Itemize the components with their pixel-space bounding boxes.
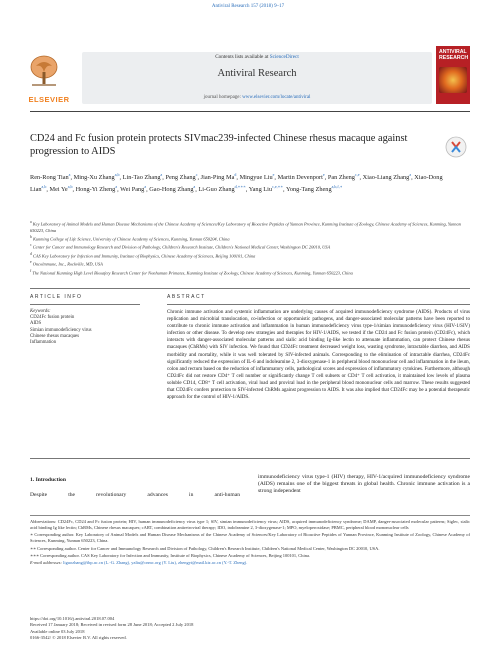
abstract-bottom-rule: [30, 458, 470, 459]
affiliation-marker: d: [30, 251, 32, 256]
email-addresses[interactable]: liguozhang@ibp.ac.cn (L.-G. Zhang), yaliu@cnmc.org (Y. Liu), zhengyt@mail.kiz.ac.cn (Y.-T. Zheng).: [63, 560, 248, 566]
keyword: CD24Fc fusion protein: [30, 315, 75, 321]
elsevier-logo: [28, 54, 70, 104]
article-info-header: ARTICLE INFO: [30, 294, 83, 300]
author-affiliation-marker[interactable]: a,b: [67, 184, 73, 190]
author-affiliation-marker[interactable]: e: [272, 172, 275, 177]
author-name: Hong-Yi Zheng: [75, 186, 116, 194]
author-affiliation-marker[interactable]: a,b: [114, 172, 120, 177]
affiliation-text: Kunming College of Life Science, University of Chinese Academy of Sciences, Kunming, Yunnan 650204, China: [32, 236, 230, 242]
author-affiliation-marker[interactable]: d,∗∗∗: [234, 184, 246, 190]
copyright: 0166-3542/ © 2018 Elsevier B.V. All rights reserved.: [30, 634, 127, 640]
author-affiliation-marker[interactable]: e: [322, 172, 325, 177]
abstract-rule: [167, 304, 470, 305]
keywords-title: Keywords:: [30, 309, 51, 314]
affiliation-rule: [30, 288, 470, 289]
author-name: Ming-Xu Zhang: [73, 174, 115, 182]
keyword: Inflammation: [30, 340, 57, 346]
author-name: Gao-Hong Zhang: [149, 186, 194, 194]
abbreviations-footnote: Abbreviations: CD24Fc, CD24 and Fc fusion protein; HIV, human immunodeficiency virus type 1; SIV, simian immunodeficiency virus; AIDS, acquired immunodeficiency syndrome; DAMP, danger-associated molecular patterns; Siglec, sialic acid binding Ig like lectin; ChRMs, Chinese rhesus macaques; cART, combination antiretroviral therapy; IDO, indoleamine 2, 3-dioxygenase-1; MPO, myeloperoxidase; PBMC, peripheral blood mononuclear cells: [30, 519, 470, 531]
affiliation-marker: f: [30, 268, 32, 273]
author-name: Li-Guo Zhang: [198, 186, 235, 194]
author-name: Yang Liu: [248, 186, 273, 194]
author-name: Wei Pang: [120, 186, 145, 194]
affiliation: [30, 251, 470, 260]
article-title: CD24 and Fc fusion protein protects SIVmac239-infected Chinese rhesus macaque against progression to AIDS: [30, 133, 408, 157]
intro-right-column: immunodeficiency virus type-1 (HIV) therapy, HIV-1/acquired immunodeficiency syndrome (AIDS) remains one of the biggest threats in global health. Chronic immune activation is a strong independent: [258, 474, 470, 494]
intro-left-column: Despite the revolutionary advances in anti-human: [30, 492, 240, 498]
tree-icon: [28, 54, 60, 88]
keyword-list: [30, 309, 140, 346]
affiliation-list: [30, 219, 470, 276]
homepage-line: [82, 95, 432, 100]
affiliation-text: CAS Key Laboratory for Infection and Immunity, Institute of Biophysics, Chinese Academy of Sciences, Beijing 100101, China: [32, 253, 256, 259]
abstract-header: ABSTRACT: [167, 294, 206, 300]
author-name: Martin Devenport: [277, 174, 323, 182]
author-affiliation-marker[interactable]: c,e,∗∗: [272, 184, 284, 190]
corresponding-author-footnote: ∗∗ Corresponding author. Center for Cancer and Immunology Research and Division of Pathology, Children's Research Institute, Children's National Medical Center, Washington DC 20010, USA.: [30, 545, 380, 551]
author-affiliation-marker[interactable]: a: [144, 184, 147, 190]
author-name: Lin-Tao Zhang: [122, 174, 161, 182]
affiliation: [30, 234, 470, 243]
homepage-prefix: journal homepage:: [203, 95, 243, 100]
author-name: Pan Zheng: [327, 174, 355, 182]
contents-prefix: Contents lists available at: [215, 54, 270, 60]
affiliation-marker: b: [30, 234, 32, 239]
corresponding-author-footnote: ∗ Corresponding author. Key Laboratory of Animal Models and Human Disease Mechanisms of the Chinese Academy of Sciences/Key Laboratory of Bioactive Peptides of Yunnan Province, Kunming Institute of Zoology, Chinese Academy of Sciences, Kunming, Yunnan 650223, China.: [30, 532, 470, 544]
email-prefix: E-mail addresses:: [30, 560, 64, 566]
affiliation: [30, 242, 470, 251]
header-rule: [30, 111, 470, 112]
author-name: Yong-Tang Zheng: [285, 186, 332, 194]
author-affiliation-marker[interactable]: a: [115, 184, 118, 190]
article-info-rule: [30, 304, 140, 305]
author-affiliation-marker[interactable]: a,b,f,∗: [331, 184, 343, 190]
author-name: Mingyue Liu: [239, 174, 273, 182]
author-affiliation-marker[interactable]: c,e: [354, 172, 360, 177]
author-affiliation-marker[interactable]: c: [195, 172, 198, 177]
author-affiliation-marker[interactable]: a: [160, 172, 163, 177]
affiliation-text: Key Laboratory of Animal Models and Human Disease Mechanisms of the Chinese Academy of Sciences/Key Laboratory of Bioactive Peptides of Yunnan Province, Kunming Institute of Zoology, Chinese Academy of Sciences, Kunming, Yunnan 650223, China: [30, 221, 461, 233]
affiliation-text: The National Kunming High Level Biosafety Research Center for Nonhuman Primates, Kunming Institute of Zoology, Chinese Academy of Sciences, Kunming, Yunnan 650223, China: [32, 270, 353, 276]
journal-cover: [436, 46, 470, 104]
doi-link[interactable]: https://doi.org/10.1016/j.antiviral.2018.07.004: [30, 616, 115, 621]
author-name: Ren-Rong Tian: [30, 174, 69, 182]
email-footnote: [30, 560, 470, 566]
journal-title: Antiviral Research: [217, 68, 297, 79]
author-name: Mei Ye: [49, 186, 68, 194]
abstract-text: Chronic immune activation and systemic inflammation are underlying causes of acquired immunodeficiency syndrome (AIDS). Products of virus replication and microbial translocation, co-infection or opportunistic pathogens, and danger-associated molecular patterns have been reported to contribute to chronic immune activation and inflammation in human immunodeficiency virus type-1/simian immunodeficiency virus (HIV-1/SIV) infection or other disease. To develop new strategies and therapies for HIV-1/AIDS, we tested if the CD24 and Fc fusion protein (CD24Fc), which interacts with danger-associated molecular patterns and sialic acid binding Ig-like lectin to attenuate inflammation, can protect Chinese rhesus macaques (ChRMs) with SIV infection. We found that CD24Fc treatment decreased weight loss, wasting syndrome, intractable diarrhea, and AIDS morbidity and mortality, while it was well tolerated by SIV-infected animals. Corresponding to the elimination of intractable diarrhea, CD24Fc significantly reduced the expression of IL-6 and indoleamine 2, 3-dioxygenase-1 in peripheral blood mononuclear cell and inflammation in the ileum, colon and rectum based on the reduction of inflammatory cells, pathological scores and expression of inflammatory cytokines. Furthermore, although CD24Fc did not restore CD4⁺ T cell number or significantly change T cell subsets or CD4⁺ T cell activation, it maintained low levels of plasma soluble CD14, CD8⁺ T cell activation, viral load and proviral load in the peripheral blood mononuclear cells and marrow. These results suggested that CD24Fc confers protection to SIV-infected ChRMs against progression to AIDS. It was also implied that CD24Fc may be a potential therapeutic approach for the control of HIV-1/AIDS.: [167, 309, 470, 401]
keyword: AIDS: [30, 321, 42, 327]
author-name: Jian-Ping Ma: [200, 174, 235, 182]
author-list: Ren-Rong Tian$^a$, Ming-Xu Zhang$^{a,b}$, Lin-Tao Zhang$^a$, Peng Zhang$^c$, Jian-Ping Ma$^d$, Mingyue Liu$^e$, Martin Devenport$^e$, Pan Zheng$^{c,e}$, Xiao-Liang Zhang$^a$, Xiao-Dong Lian$^{a,b}$, Mei Ye$^{a,b}$, Hong-Yi Zheng$^a$, Wei Pang$^a$, Gao-Hong Zhang$^a$, Li-Guo Zhang$^{d,∗∗∗}$, Yang Liu$^{c,e,∗∗}$, Yong-Tang Zheng$^{a,b,f,∗}$: [30, 172, 443, 194]
available-online: Available online 03 July 2018: [30, 628, 85, 634]
crossmark-icon[interactable]: [445, 136, 467, 158]
contents-line: [82, 54, 432, 60]
author-affiliation-marker[interactable]: a,b: [41, 184, 47, 190]
received-dates: Received 17 January 2018; Received in revised form 28 June 2018; Accepted 2 July 2018: [30, 622, 194, 628]
publisher-name: ELSEVIER: [28, 95, 70, 104]
keyword: Chinese rhesus macaques: [30, 333, 80, 339]
corresponding-author-footnote: ∗∗∗ Corresponding author. CAS Key Laboratory for Infection and Immunity, Institute of Biophysics, Chinese Academy of Sciences, Beijing 100101, China.: [30, 553, 311, 559]
affiliation: [30, 259, 470, 268]
author-affiliation-marker[interactable]: a: [409, 172, 412, 177]
affiliation-marker: e: [30, 260, 32, 265]
affiliation: [30, 219, 470, 234]
homepage-link[interactable]: www.elsevier.com/locate/antiviral: [242, 95, 311, 100]
affiliation-text: Center for Cancer and Immunology Research and Division of Pathology, Children's Research Institute, Children's National Medical Center, Washington DC 20010, USA: [32, 244, 331, 250]
keyword: Simian immunodeficiency virus: [30, 327, 92, 333]
running-header: Antiviral Research 157 (2018) 9–17: [211, 4, 285, 9]
author-affiliation-marker[interactable]: a: [68, 172, 71, 177]
author-affiliation-marker[interactable]: a: [193, 184, 196, 190]
footnotes: [30, 519, 470, 568]
author-name: Peng Zhang: [165, 174, 196, 182]
cover-image: [439, 67, 467, 93]
affiliation-marker: c: [30, 243, 32, 248]
cover-title: ANTIVIRAL RESEARCH: [439, 49, 469, 61]
section-heading: 1. Introduction: [30, 477, 66, 483]
author-name: Xiao-Dong Lian: [30, 174, 443, 194]
author-name: Xiao-Liang Zhang: [362, 174, 410, 182]
affiliation-marker: a: [30, 220, 32, 224]
affiliation: [30, 268, 470, 277]
author-affiliation-marker[interactable]: d: [234, 172, 237, 177]
affiliation-text: Oncolmmune, Inc., Rockville, MD, USA: [32, 261, 103, 267]
sciencedirect-link[interactable]: ScienceDirect: [269, 54, 299, 60]
footnote-rule: [30, 515, 470, 516]
publication-info: [30, 616, 330, 641]
